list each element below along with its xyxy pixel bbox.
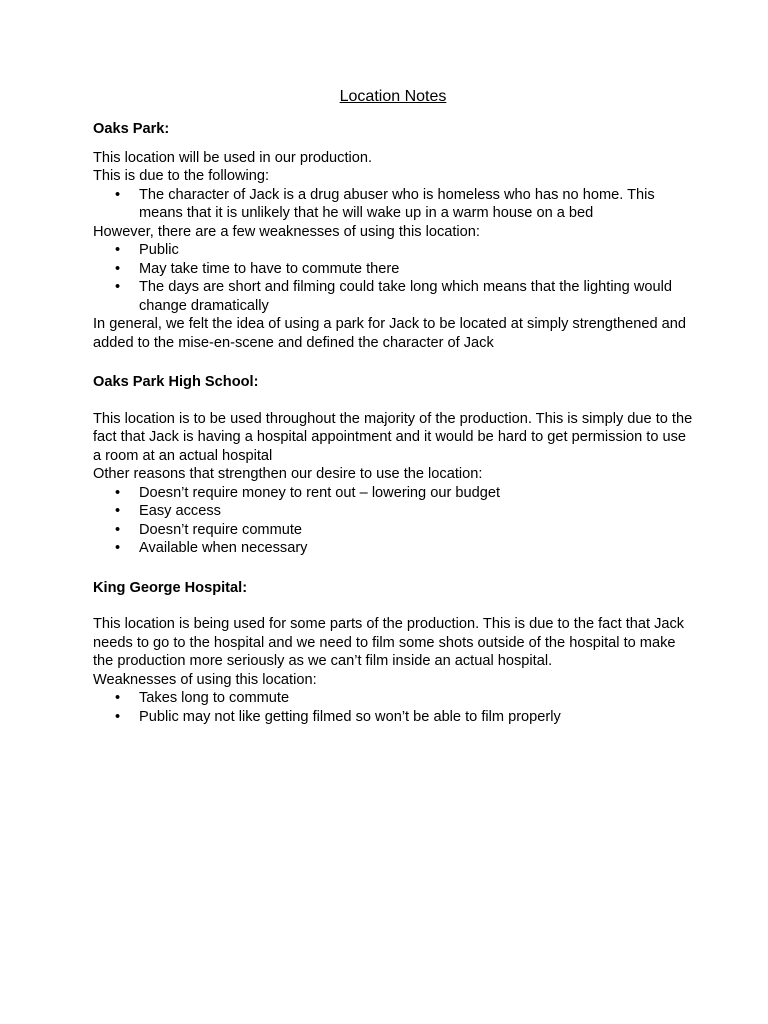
list-item: • May take time to have to commute there [93,260,693,279]
section-oaks-park-high-school [93,373,693,558]
paragraph: Weaknesses of using this location: [93,671,317,688]
document-page [93,86,693,726]
list-item: • Available when necessary [93,539,693,558]
list-item: • Doesn’t require commute [93,521,693,540]
list-item: • Takes long to commute [93,689,693,708]
section-king-george-hospital [93,579,693,727]
list-item: • The character of Jack is a drug abuser who is homeless who has no home. This means that it is unlikely that he will wake up in a warm house on a bed [93,186,693,223]
paragraph: However, there are a few weaknesses of using this location: [93,223,480,240]
section-heading: Oaks Park High School: [93,374,259,390]
reasons-list [93,484,693,558]
list-item: • Public [93,241,693,260]
paragraph: In general, we felt the idea of using a park for Jack to be located at simply strengthened and added to the mise-en-scene and defined the character of Jack [93,316,687,351]
page-title: Location Notes [339,88,447,105]
list-item: • Easy access [93,502,693,521]
list-item: • Public may not like getting filmed so won’t be able to film properly [93,708,693,727]
paragraph: This is due to the following: [93,168,270,184]
section-oaks-park [93,120,693,352]
weaknesses-list [93,689,693,726]
paragraph: This location is being used for some parts of the production. This is due to the fact that Jack needs to go to the hospital and we need to film some shots outside of the hospital to make the production more seriously as we can’t film inside an actual hospital. [93,616,685,669]
paragraph: Other reasons that strengthen our desire to use the location: [93,466,483,482]
reasons-list [93,186,693,223]
list-item: • Doesn’t require money to rent out – lowering our budget [93,484,693,503]
paragraph: This location is to be used throughout the majority of the production. This is simply due to the fact that Jack is having a hospital appointment and it would be hard to get permission to use a room at an actual hospital [93,410,693,464]
paragraph: This location will be used in our production. [93,149,373,166]
list-item: • The days are short and filming could take long which means that the lighting would change dramatically [93,278,693,315]
section-heading: King George Hospital: [93,579,248,596]
section-heading: Oaks Park: [93,121,170,137]
weaknesses-list [93,241,693,315]
